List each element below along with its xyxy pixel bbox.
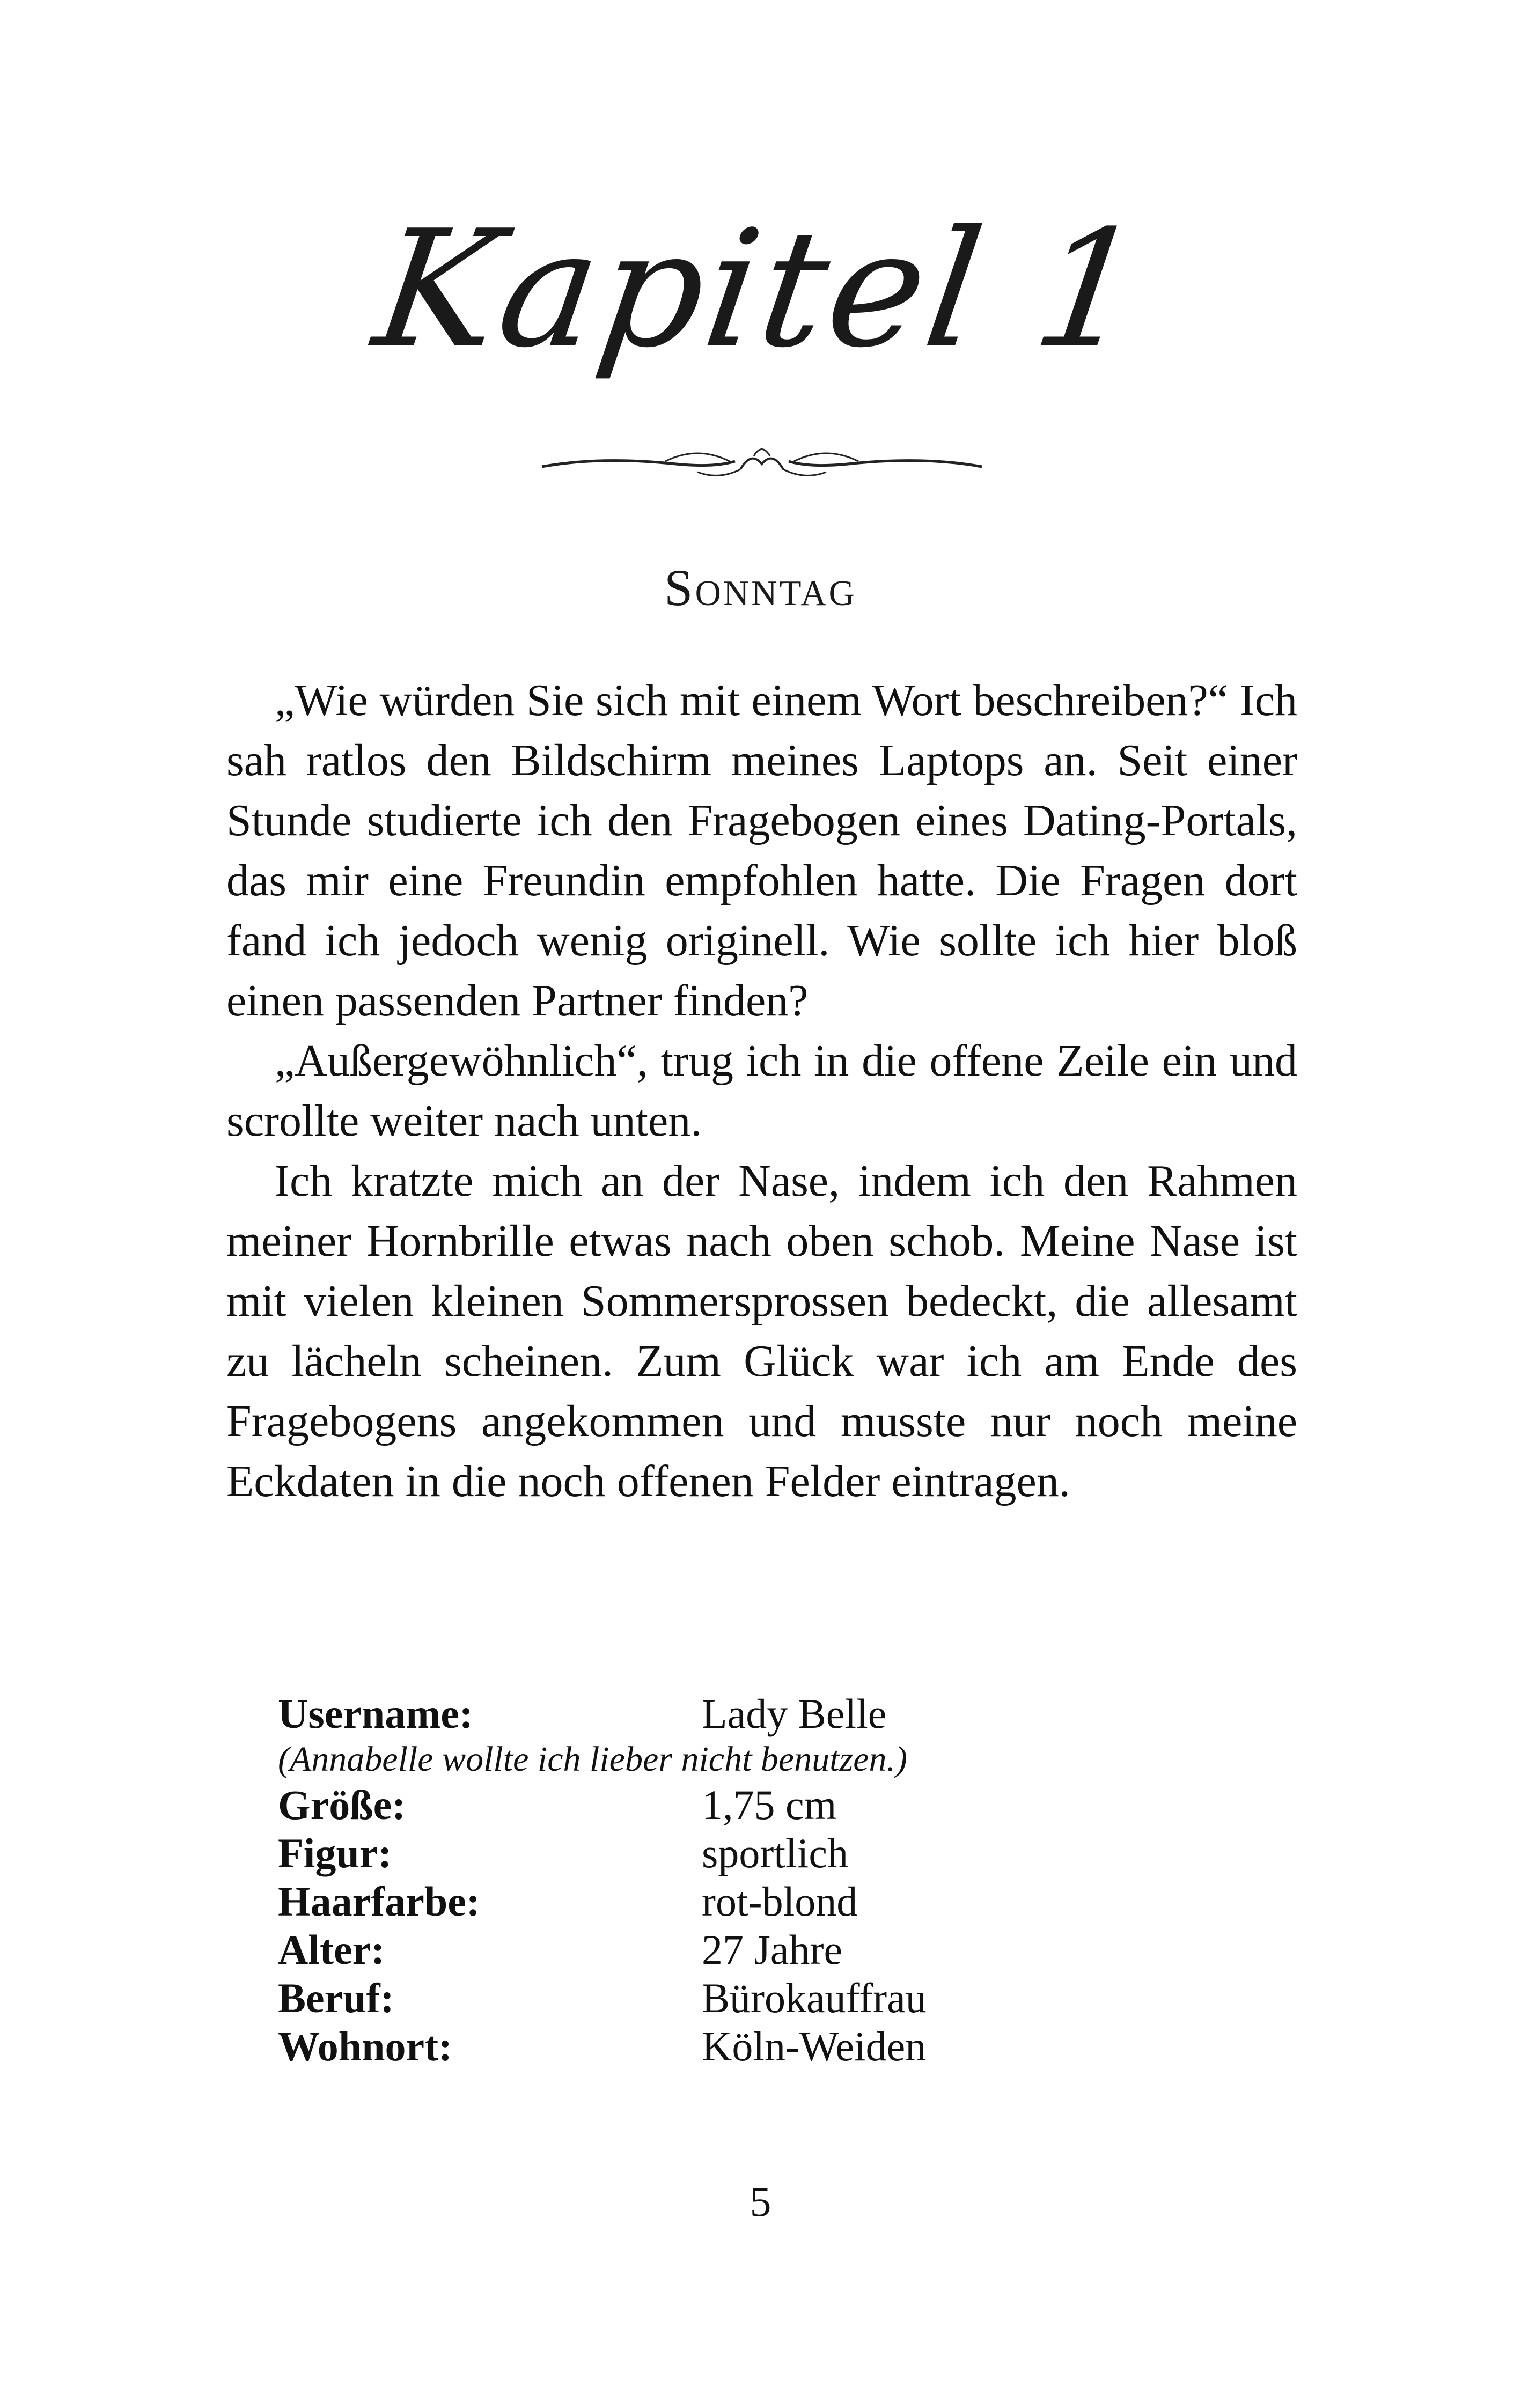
profile-value: sportlich xyxy=(702,1830,848,1876)
profile-label: Beruf: xyxy=(278,1975,394,2021)
profile-row xyxy=(278,1926,1244,1974)
chapter-subtitle: Sonntag xyxy=(664,559,857,616)
profile-label: Alter: xyxy=(278,1926,385,1973)
profile-label: Wohnort: xyxy=(278,2023,453,2070)
profile-value: 1,75 cm xyxy=(702,1781,837,1828)
profile-label: Haarfarbe: xyxy=(278,1878,480,1925)
profile-row xyxy=(278,1877,1244,1926)
profile-value: rot-blond xyxy=(702,1878,858,1925)
profile-label: Username: xyxy=(278,1690,473,1737)
profile-value: Bürokauffrau xyxy=(702,1975,927,2021)
profile-row xyxy=(278,1974,1244,2022)
profile-row-username xyxy=(278,1690,1244,1738)
profile-note: (Annabelle wollte ich lieber nicht benutzen.) xyxy=(278,1740,908,1779)
profile-list xyxy=(278,1690,1244,2071)
paragraph: „Außergewöhnlich“, trug ich in die offene Zeile ein und scrollte weiter nach unten. xyxy=(226,1036,1297,1146)
page-number: 5 xyxy=(750,2178,771,2226)
profile-value: Köln-Weiden xyxy=(702,2023,927,2070)
chapter-title: Kapitel 1 xyxy=(365,196,1156,383)
profile-row xyxy=(278,1781,1244,1829)
profile-row xyxy=(278,1829,1244,1877)
profile-label: Größe: xyxy=(278,1781,406,1828)
profile-value: Lady Belle xyxy=(702,1690,887,1737)
paragraph: Ich kratzte mich an der Nase, indem ich den Rahmen meiner Hornbrille etwas nach oben schob. Meine Nase ist mit vielen kleinen Sommersprossen bedeckt, die allesamt zu lächeln scheinen. Zum Glück war ich am Ende des Fragebogens angekommen und musste nur noch meine Eckdaten in die noch offenen Felder eintragen. xyxy=(226,1156,1297,1506)
profile-row xyxy=(278,2022,1244,2071)
flourish-divider-icon xyxy=(537,440,987,488)
profile-label: Figur: xyxy=(278,1830,392,1876)
paragraph: „Wie würden Sie sich mit einem Wort beschreiben?“ Ich sah ratlos den Bildschirm meines Laptops an. Seit einer Stunde studierte ich den Fragebogen eines Dating-Portals, das mir eine Freundin empfohlen hatte. Die Fragen dort fand ich jedoch wenig originell. Wie sollte ich hier bloß einen passenden Partner finden? xyxy=(226,675,1297,1026)
body-text xyxy=(226,671,1297,1512)
profile-value: 27 Jahre xyxy=(702,1926,843,1973)
